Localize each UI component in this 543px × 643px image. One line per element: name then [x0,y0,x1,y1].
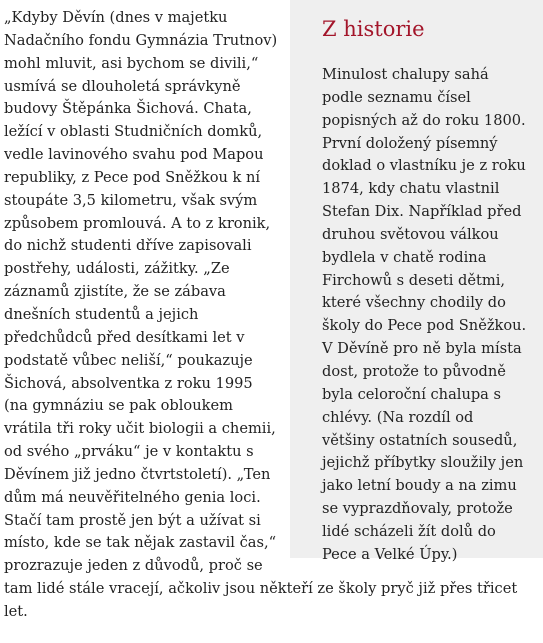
sidebar-text: Minulost chalupy sahá podle seznamu čísel popisných až do roku 1800. První doložený písemný doklad o vlastníku je z roku 1874, kdy chatu vlastnil Stefan Dix. Například před druhou světovou válkou bydlela v chatě rodina Firchowů s deseti dětmi, které všechny chodily do školy do Pece pod Sněžkou. V Děvíně pro ně byla místa dost, protože to původně byla celoroční chalupa s chlévy. (Na rozdíl od většiny ostatních sousedů, jejichž příbytky sloužily jen jako letní boudy a na zimu se vyprazdňovaly, protože lidé scházeli žít dolů do Pece a Velké Úpy.) [322,66,527,563]
article-body: „Kdyby Děvín (dnes v majetku Nadačního fondu Gymnázia Trutnov) mohl mluvit, asi bychom se divili,“ usmívá se dlouholetá správkyně budovy Štěpánka Šichová. Chata, ležící v oblasti Studničních domků, vedle lavinového svahu pod Mapou republiky, z Pece pod Sněžkou k ní stoupáte 3,5 kilometru, však svým způsobem promlouvá. A to z kronik, do nichž studenti dříve zapisovali postřehy, události, zážitky. „Ze záznamů zjistíte, že se zábava dnešních studentů a jejich předchůdců před desítkami let v podstatě vůbec neliší,“ poukazuje Šichová, absolventka z roku 1995 (na gymnáziu se pak obloukem vrátila tři roky učit biologii a chemii, od svého „prváku“ je v kontaktu s Děvínem již jedno čtvrtstoletí). „Ten dům má neuvěřitelného genia loci. Stačí tam prostě jen být a užívat si místo, kde se tak nějak zastavil čas,“ prozrazuje jeden z důvodů, proč se tam lidé stále vracejí, ačkoliv jsou někteří ze školy pryč již přes třicet let. [4,9,518,620]
history-sidebar [290,0,543,563]
sidebar-title: Z historie [322,17,425,41]
